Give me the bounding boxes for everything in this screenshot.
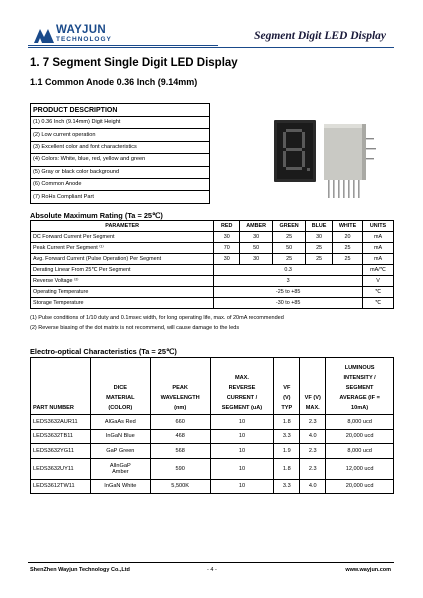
note-2: (2) Reverse biasing of the dot matrix is not recommend, will cause damage to the leds bbox=[30, 325, 240, 331]
electro-optical-cell: 2.3 bbox=[300, 458, 326, 479]
product-description-item: (7) RoHs Compliant Part bbox=[31, 191, 210, 203]
page-header bbox=[28, 24, 394, 48]
product-description-row bbox=[31, 178, 210, 190]
electro-optical-header-cell: LUMINOUS INTENSITY / SEGMENT AVERAGE (IF = 10mA) bbox=[326, 358, 394, 415]
abs-max-header-cell: AMBER bbox=[240, 221, 273, 232]
abs-max-cell: Operating Temperature bbox=[31, 287, 214, 298]
product-description-row bbox=[31, 166, 210, 178]
product-description-item: (3) Excellent color and font characteristics bbox=[31, 141, 210, 153]
abs-max-title: Absolute Maximum Rating (Ta = 25℃) bbox=[30, 211, 163, 220]
section-title: 1. 7 Segment Single Digit LED Display bbox=[30, 57, 238, 69]
abs-max-cell: Derating Linear From 25℃ Per Segment bbox=[31, 265, 214, 276]
electro-optical-header-cell: VF (V) TYP bbox=[274, 358, 300, 415]
abs-max-cell: 25 bbox=[333, 243, 363, 254]
abs-max-header-cell: RED bbox=[214, 221, 240, 232]
abs-max-cell: 30 bbox=[214, 232, 240, 243]
abs-max-cell: Storage Temperature bbox=[31, 298, 214, 309]
abs-max-header-cell: UNITS bbox=[363, 221, 394, 232]
abs-max-cell: mA bbox=[363, 232, 394, 243]
abs-max-row bbox=[31, 276, 394, 287]
electro-optical-cell: 1.8 bbox=[274, 458, 300, 479]
electro-optical-cell: InGaN Blue bbox=[90, 429, 150, 444]
electro-optical-row bbox=[31, 415, 394, 430]
abs-max-cell: 30 bbox=[306, 232, 333, 243]
abs-max-cell: Avg. Forward Current (Pulse Operation) Per Segment bbox=[31, 254, 214, 265]
electro-optical-cell: 590 bbox=[150, 458, 210, 479]
abs-max-row bbox=[31, 287, 394, 298]
electro-optical-row bbox=[31, 458, 394, 479]
electro-optical-cell: 8,000 ucd bbox=[326, 415, 394, 430]
subsection-title: 1.1 Common Anode 0.36 Inch (9.14mm) bbox=[30, 77, 198, 87]
abs-max-cell: -30 to +85 bbox=[214, 298, 363, 309]
abs-max-row bbox=[31, 254, 394, 265]
product-description-item: (6) Common Anode bbox=[31, 178, 210, 190]
footer-website-link[interactable]: www.wayjun.com bbox=[345, 567, 391, 573]
note-1: (1) Pulse conditions of 1/10 duty and 0.1msec width, for long operating life, max. of 20mA recommended bbox=[30, 315, 284, 321]
abs-max-cell: 70 bbox=[214, 243, 240, 254]
electro-optical-header-cell: PEAK WAVELENGTH (nm) bbox=[150, 358, 210, 415]
abs-max-cell: ℃ bbox=[363, 287, 394, 298]
electro-optical-cell: GaP Green bbox=[90, 444, 150, 459]
electro-optical-header-cell: MAX. REVERSE CURRENT / SEGMENT (uA) bbox=[210, 358, 274, 415]
product-description-row bbox=[31, 117, 210, 129]
electro-optical-cell: 2.3 bbox=[300, 444, 326, 459]
abs-max-cell: 20 bbox=[333, 232, 363, 243]
abs-max-row bbox=[31, 298, 394, 309]
abs-max-table bbox=[30, 220, 394, 309]
electro-optical-cell: 660 bbox=[150, 415, 210, 430]
footer-page-number: - 4 - bbox=[207, 567, 217, 573]
abs-max-cell: 25 bbox=[273, 254, 306, 265]
abs-max-cell: -25 to +85 bbox=[214, 287, 363, 298]
electro-optical-cell: LEDS3632TB11 bbox=[31, 429, 91, 444]
abs-max-cell: 30 bbox=[240, 232, 273, 243]
electro-optical-cell: 10 bbox=[210, 415, 274, 430]
electro-optical-cell: LEDS3612TW11 bbox=[31, 479, 91, 494]
electro-optical-cell: AlGaAs Red bbox=[90, 415, 150, 430]
abs-max-header-cell: PARAMETER bbox=[31, 221, 214, 232]
abs-max-row bbox=[31, 243, 394, 254]
footer-company: ShenZhen Wayjun Technology Co.,Ltd bbox=[30, 567, 130, 573]
electro-optical-row bbox=[31, 429, 394, 444]
product-description-item: (1) 0.36 Inch (9.14mm) Digit Height bbox=[31, 117, 210, 129]
electro-optical-cell: 12,000 ucd bbox=[326, 458, 394, 479]
product-description-heading: PRODUCT DESCRIPTION bbox=[31, 104, 210, 117]
product-description-row bbox=[31, 129, 210, 141]
product-description-row bbox=[31, 141, 210, 153]
electro-optical-table bbox=[30, 357, 394, 494]
electro-optical-cell: 3.3 bbox=[274, 479, 300, 494]
electro-optical-cell: LEDS3632YG11 bbox=[31, 444, 91, 459]
electro-optical-cell: 10 bbox=[210, 458, 274, 479]
abs-max-header-cell: BLUE bbox=[306, 221, 333, 232]
abs-max-row bbox=[31, 232, 394, 243]
abs-max-cell: Peak Current Per Segment ⁽¹⁾ bbox=[31, 243, 214, 254]
abs-max-cell: ℃ bbox=[363, 298, 394, 309]
abs-max-cell: 25 bbox=[306, 254, 333, 265]
electro-optical-cell: 10 bbox=[210, 479, 274, 494]
electro-optical-cell: 4.0 bbox=[300, 429, 326, 444]
abs-max-cell: DC Forward Current Per Segment bbox=[31, 232, 214, 243]
logo-mark-icon bbox=[34, 27, 54, 43]
electro-optical-cell: 2.3 bbox=[300, 415, 326, 430]
electro-optical-cell: LEDS3632UY11 bbox=[31, 458, 91, 479]
electro-optical-cell: 468 bbox=[150, 429, 210, 444]
abs-max-cell: mA bbox=[363, 254, 394, 265]
abs-max-cell: mA/℃ bbox=[363, 265, 394, 276]
abs-max-header-cell: WHITE bbox=[333, 221, 363, 232]
electro-optical-cell: 8,000 ucd bbox=[326, 444, 394, 459]
electro-optical-cell: 20,000 ucd bbox=[326, 479, 394, 494]
header-title: Segment Digit LED Display bbox=[254, 30, 386, 42]
abs-max-cell: 50 bbox=[273, 243, 306, 254]
abs-max-cell: 25 bbox=[306, 243, 333, 254]
abs-max-cell: 50 bbox=[240, 243, 273, 254]
electro-optical-cell: AlInGaP Amber bbox=[90, 458, 150, 479]
company-logo bbox=[34, 24, 174, 46]
electro-optical-header-cell: PART NUMBER bbox=[31, 358, 91, 415]
product-description-item: (4) Colors: White, blue, red, yellow and green bbox=[31, 154, 210, 166]
product-description-row bbox=[31, 154, 210, 166]
product-description-row bbox=[31, 191, 210, 203]
electro-optical-cell: 10 bbox=[210, 444, 274, 459]
abs-max-cell: Reverse Voltage ⁽²⁾ bbox=[31, 276, 214, 287]
product-description-item: (5) Gray or black color background bbox=[31, 166, 210, 178]
electro-optical-cell: 568 bbox=[150, 444, 210, 459]
electro-optical-header-cell: VF (V) MAX. bbox=[300, 358, 326, 415]
product-description-item: (2) Low current operation bbox=[31, 129, 210, 141]
electro-optical-cell: LEDS3632AUR11 bbox=[31, 415, 91, 430]
electro-optical-cell: 1.9 bbox=[274, 444, 300, 459]
abs-max-cell: 0.3 bbox=[214, 265, 363, 276]
electro-optical-cell: InGaN White bbox=[90, 479, 150, 494]
logo-text: WAYJUN bbox=[56, 24, 106, 36]
electro-optical-row bbox=[31, 479, 394, 494]
electro-optical-header-cell: DICE MATERIAL (COLOR) bbox=[90, 358, 150, 415]
electro-optical-cell: 1.8 bbox=[274, 415, 300, 430]
electro-optical-cell: 5,500K bbox=[150, 479, 210, 494]
abs-max-cell: 25 bbox=[333, 254, 363, 265]
abs-max-cell: 25 bbox=[273, 232, 306, 243]
electro-optical-cell: 3.3 bbox=[274, 429, 300, 444]
header-rule-short bbox=[28, 45, 218, 46]
led-display-image bbox=[270, 118, 380, 200]
abs-max-cell: 30 bbox=[240, 254, 273, 265]
abs-max-cell: 30 bbox=[214, 254, 240, 265]
abs-max-cell: V bbox=[363, 276, 394, 287]
electro-optical-row bbox=[31, 444, 394, 459]
electro-optical-cell: 10 bbox=[210, 429, 274, 444]
electro-optical-title: Electro-optical Characteristics (Ta = 25℃) bbox=[30, 347, 177, 356]
electro-optical-cell: 20,000 ucd bbox=[326, 429, 394, 444]
logo-subtext: TECHNOLOGY bbox=[56, 36, 112, 43]
abs-max-cell: 3 bbox=[214, 276, 363, 287]
abs-max-row bbox=[31, 265, 394, 276]
abs-max-header-cell: GREEN bbox=[273, 221, 306, 232]
abs-max-cell: mA bbox=[363, 243, 394, 254]
electro-optical-cell: 4.0 bbox=[300, 479, 326, 494]
product-description-table bbox=[30, 103, 210, 204]
footer-rule bbox=[28, 562, 394, 563]
header-rule bbox=[28, 47, 394, 48]
